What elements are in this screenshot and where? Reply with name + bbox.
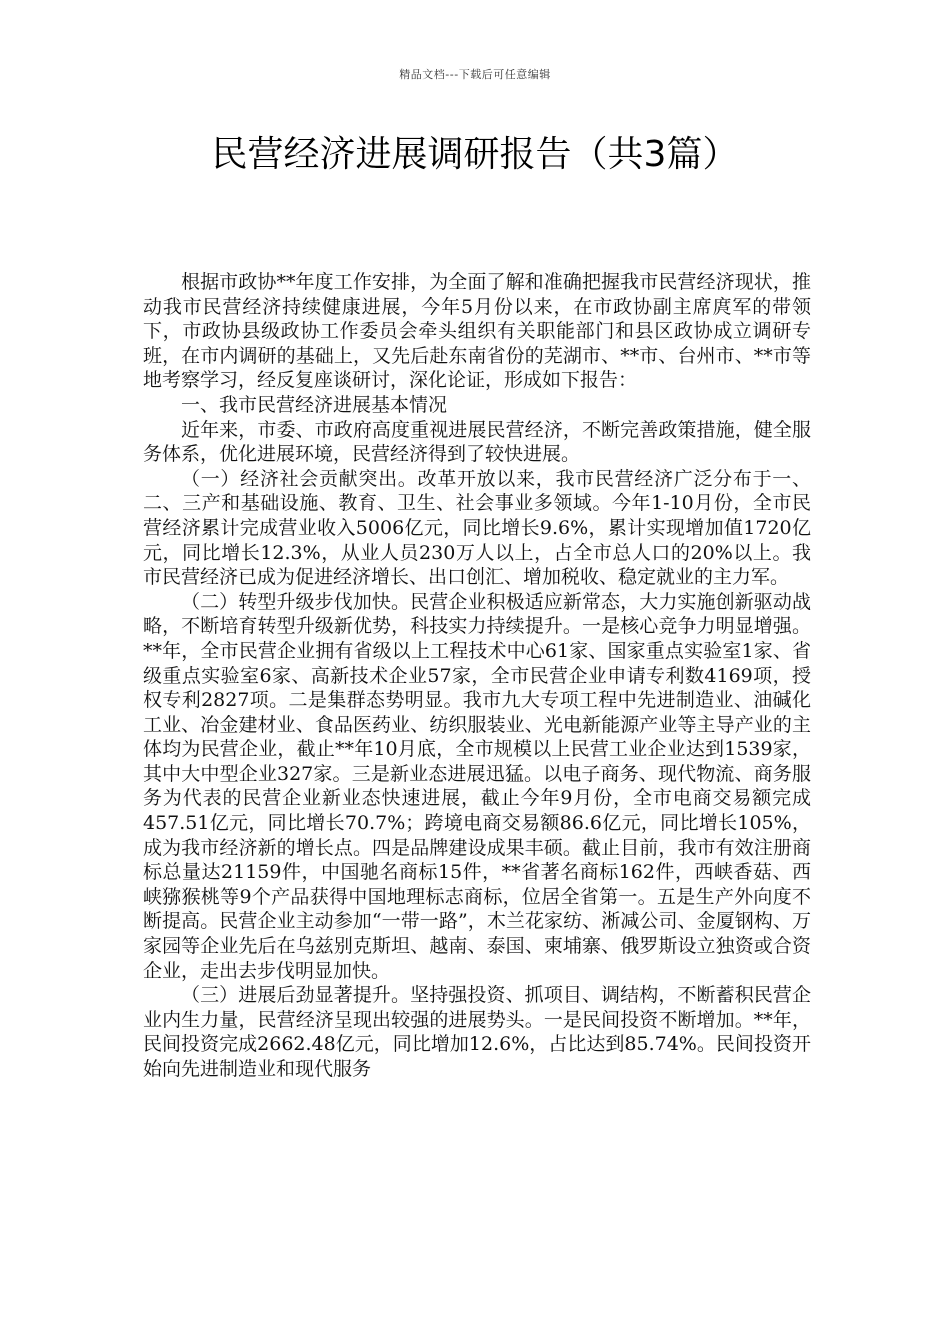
paragraph-transformation: （二）转型升级步伐加快。民营企业积极适应新常态，大力实施创新驱动战略，不断培育转型升级新优势，科技实力持续提升。一是核心竞争力明显增强。**年，全市民营企业拥有省级以上工程技术中心61家、国家重点实验室1家、省级重点实验室6家、高新技术企业57家，全市民营企业申请专利数4169项，授权专利2827项。二是集群态势明显。我市九大专项工程中先进制造业、油碱化工业、冶金建材业、食品医药业、纺织服装业、光电新能源产业等主导产业的主体均为民营企业，截止**年10月底，全市规模以上民营工业企业达到1539家，其中大中型企业327家。三是新业态进展迅猛。以电子商务、现代物流、商务服务为代表的民营企业新业态快速进展，截止今年9月份，全市电商交易额完成457.51亿元，同比增长70.7%；跨境电商交易额86.6亿元，同比增长105%，成为我市经济新的增长点。四是品牌建设成果丰硕。截止目前，我市有效注册商标总量达21159件，中国驰名商标15件，**省著名商标162件，西峡香菇、西峡猕猴桃等9个产品获得中国地理标志商标，位居全省第一。五是生产外向度不断提高。民营企业主动参加“一带一路”，木兰花家纺、淅减公司、金厦钢构、万家园等企业先后在乌兹别克斯坦、越南、泰国、柬埔寨、俄罗斯设立独资或合资企业，走出去步伐明显加快。 [143, 590, 811, 982]
paragraph-intro: 根据市政协**年度工作安排，为全面了解和准确把握我市民营经济现状，推动我市民营经济持续健康进展，今年5月份以来，在市政协副主席庹军的带领下，市政协县级政协工作委员会牵头组织有关职能部门和县区政协成立调研专班，在市内调研的基础上，又先后赴东南省份的芜湖市、**市、台州市、**市等地考察学习，经反复座谈研讨，深化论证，形成如下报告： [143, 271, 811, 392]
page-header-note: 精品文档---下载后可任意编辑 [399, 68, 551, 81]
paragraph-overview: 近年来，市委、市政府高度重视进展民营经济，不断完善政策措施，健全服务体系，优化进展环境，民营经济得到了较快进展。 [143, 418, 811, 466]
paragraph-momentum: （三）进展后劲显著提升。坚持强投资、抓项目、调结构，不断蓄积民营企业内生力量，民营经济呈现出较强的进展势头。一是民间投资不断增加。**年，民间投资完成2662.48亿元，同比增加12.6%，占比达到85.74%。民间投资开始向先进制造业和现代服务 [143, 984, 811, 1080]
paragraph-contribution: （一）经济社会贡献突出。改革开放以来，我市民营经济广泛分布于一、二、三产和基础设施、教育、卫生、社会事业多领域。今年1-10月份，全市民营经济累计完成营业收入5006亿元，同比增长9.6%，累计实现增加值1720亿元，同比增长12.3%，从业人员230万人以上，占全市总人口的20%以上。我市民营经济已成为促进经济增长、出口创汇、增加税收、稳定就业的主力军。 [143, 467, 811, 589]
document-body [143, 270, 811, 1082]
section-heading-1: 一、我市民营经济进展基本情况 [181, 393, 448, 416]
document-title: 民营经济进展调研报告（共3篇） [211, 134, 739, 175]
